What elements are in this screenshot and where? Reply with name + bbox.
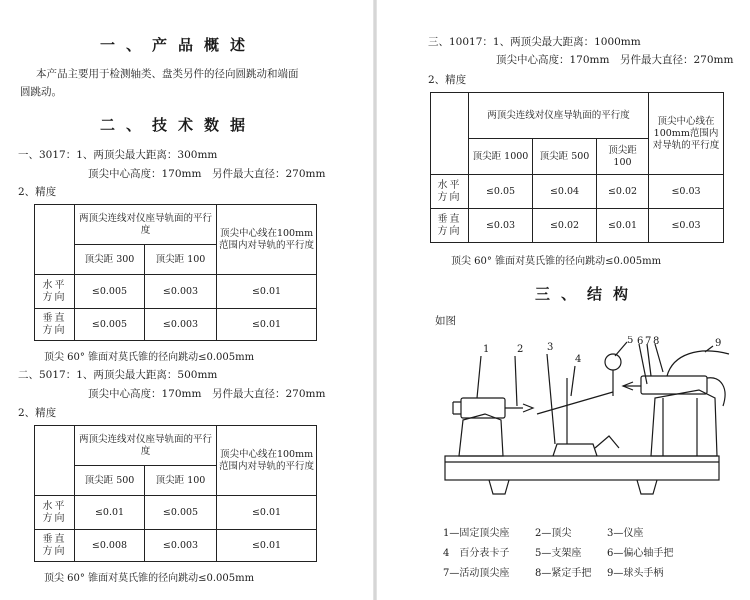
col-centerline-header: 顶尖中心线在100mm范围内对导轨的平行度 xyxy=(217,205,317,275)
callout-3: 3 xyxy=(547,342,554,353)
model3-precision-table xyxy=(430,92,724,243)
sub-header-2: 顶尖距 100 xyxy=(145,245,217,275)
cell: ≤0.005 xyxy=(75,275,145,309)
model2-header: 二、5017：1、两顶尖最大距离：500mm xyxy=(18,369,218,381)
sub-header-2: 顶尖距 500 xyxy=(533,139,597,175)
cell: ≤0.003 xyxy=(145,309,217,341)
legend-3-1: 7—活动顶尖座 xyxy=(443,568,510,579)
col-parallel-header: 两顶尖连线对仪座导轨面的平行度 xyxy=(75,426,217,466)
as-shown-label: 如图 xyxy=(435,315,456,327)
cell: ≤0.03 xyxy=(649,209,724,243)
cell: ≤0.01 xyxy=(597,209,649,243)
row-vertical: 垂直方向 xyxy=(35,309,75,341)
dial-indicator xyxy=(605,354,621,370)
section1-title: 一、产品概述 xyxy=(100,36,257,54)
legend-3-2: 8—紧定手把 xyxy=(535,568,592,579)
model2-precision-label: 2、精度 xyxy=(18,407,57,419)
model3-header: 三、10017：1、两顶尖最大距离：1000mm xyxy=(428,36,641,48)
cell: ≤0.003 xyxy=(145,530,217,562)
ball-handle-lever xyxy=(667,351,729,376)
fixed-center-seat xyxy=(459,414,503,456)
model1-note: 顶尖 60° 锥面对莫氏锥的径向跳动≤0.005mm xyxy=(44,352,255,363)
callout-4: 4 xyxy=(575,354,582,365)
cell: ≤0.01 xyxy=(217,530,317,562)
sub-header-1: 顶尖距 300 xyxy=(75,245,145,275)
legend-2-1: 4 百分表卡子 xyxy=(443,548,510,559)
cell: ≤0.005 xyxy=(75,309,145,341)
sub-header-1: 顶尖距 500 xyxy=(75,466,145,496)
model3-precision-label: 2、精度 xyxy=(428,74,467,86)
row-vertical: 垂直方向 xyxy=(431,209,469,243)
cell: ≤0.02 xyxy=(533,209,597,243)
model3-note: 顶尖 60° 锥面对莫氏锥的径向跳动≤0.005mm xyxy=(451,256,662,267)
legend-1-3: 3—仪座 xyxy=(607,528,644,539)
callout-7: 7 xyxy=(645,336,652,347)
row-horizontal: 水平方向 xyxy=(35,275,75,309)
model3-line2: 顶尖中心高度：170mm 另件最大直径：270mm xyxy=(496,54,734,66)
row-vertical: 垂直方向 xyxy=(35,530,75,562)
cell: ≤0.01 xyxy=(217,309,317,341)
sub-header-3: 顶尖距 100 xyxy=(597,139,649,175)
model2-line2: 顶尖中心高度：170mm 另件最大直径：270mm xyxy=(88,388,326,400)
cell: ≤0.03 xyxy=(649,175,724,209)
table-corner xyxy=(35,205,75,275)
legend-3-3: 9—球头手柄 xyxy=(607,568,664,579)
intro-line-1: 本产品主要用于检测轴类、盘类另件的径向圆跳动和端面 xyxy=(36,68,299,80)
callout-1: 1 xyxy=(483,344,490,355)
cell: ≤0.03 xyxy=(469,209,533,243)
right-page xyxy=(375,0,750,600)
section2-title: 二、技术数据 xyxy=(100,116,257,134)
cell: ≤0.02 xyxy=(597,175,649,209)
row-horizontal: 水平方向 xyxy=(35,496,75,530)
callout-6: 6 xyxy=(637,336,644,347)
model1-precision-label: 2、精度 xyxy=(18,186,57,198)
col-centerline-header: 顶尖中心线在100mm范围内对导轨的平行度 xyxy=(217,426,317,496)
cell: ≤0.003 xyxy=(145,275,217,309)
intro-line-2: 圆跳动。 xyxy=(20,86,62,98)
table-corner xyxy=(431,93,469,175)
col-parallel-header: 两顶尖连线对仪座导轨面的平行度 xyxy=(75,205,217,245)
legend-2-3: 6—偏心轴手把 xyxy=(607,548,674,559)
cell: ≤0.01 xyxy=(217,275,317,309)
callout-9: 9 xyxy=(715,338,722,349)
cell: ≤0.01 xyxy=(217,496,317,530)
structure-diagram xyxy=(437,336,743,512)
callout-8: 8 xyxy=(653,336,660,347)
model1-line2: 顶尖中心高度：170mm 另件最大直径：270mm xyxy=(88,168,326,180)
cell: ≤0.04 xyxy=(533,175,597,209)
section3-title: 三、结构 xyxy=(535,285,640,303)
table-corner xyxy=(35,426,75,496)
cell: ≤0.05 xyxy=(469,175,533,209)
col-centerline-header: 顶尖中心线在100mm范围内对导轨的平行度 xyxy=(649,93,724,175)
cell: ≤0.005 xyxy=(145,496,217,530)
model2-note: 顶尖 60° 锥面对莫氏锥的径向跳动≤0.005mm xyxy=(44,573,255,584)
row-horizontal: 水平方向 xyxy=(431,175,469,209)
sub-header-1: 顶尖距 1000 xyxy=(469,139,533,175)
callout-5: 5 xyxy=(627,336,634,346)
cell: ≤0.008 xyxy=(75,530,145,562)
legend-1-2: 2—顶尖 xyxy=(535,528,572,539)
sub-header-2: 顶尖距 100 xyxy=(145,466,217,496)
movable-center-seat xyxy=(651,390,717,456)
legend-2-2: 5—支架座 xyxy=(535,548,582,559)
model1-header: 一、3017：1、两顶尖最大距离：300mm xyxy=(18,149,218,161)
model1-precision-table xyxy=(34,204,317,341)
bed-outline xyxy=(445,456,719,480)
cell: ≤0.01 xyxy=(75,496,145,530)
legend-1-1: 1—固定顶尖座 xyxy=(443,528,510,539)
model2-precision-table xyxy=(34,425,317,562)
col-parallel-header: 两顶尖连线对仪座导轨面的平行度 xyxy=(469,93,649,139)
callout-2: 2 xyxy=(517,344,524,355)
